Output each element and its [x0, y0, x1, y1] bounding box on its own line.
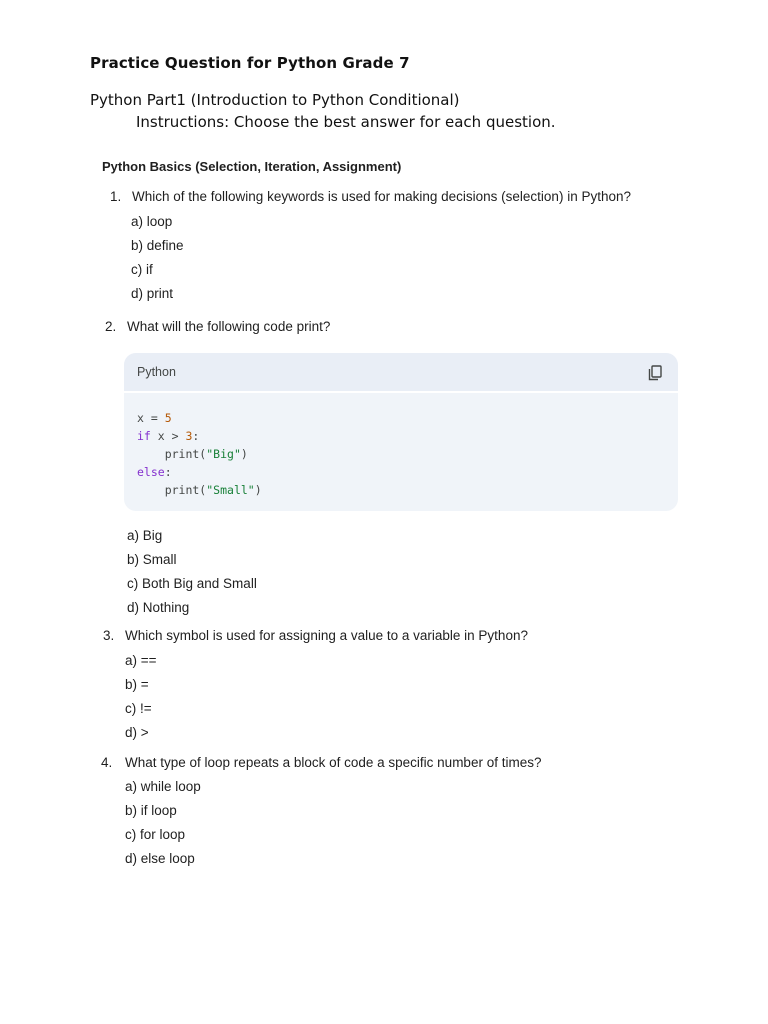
- instructions: Instructions: Choose the best answer for each question.: [136, 113, 556, 131]
- option-4a: a) while loop: [125, 779, 201, 794]
- code-line-4: else:: [137, 465, 172, 479]
- code-language-label: Python: [137, 365, 176, 379]
- option-2c: c) Both Big and Small: [127, 576, 257, 591]
- option-1a: a) loop: [131, 214, 173, 229]
- question-text: What will the following code print?: [127, 319, 331, 334]
- code-block: [124, 353, 678, 511]
- section-heading: Python Basics (Selection, Iteration, Assignment): [102, 159, 402, 174]
- option-1b: b) define: [131, 238, 184, 253]
- code-body: [137, 409, 262, 499]
- option-2a: a) Big: [127, 528, 163, 543]
- option-3c: c) !=: [125, 701, 152, 716]
- question-number: 1.: [110, 189, 122, 204]
- question-number: 4.: [101, 755, 113, 770]
- option-1d: d) print: [131, 286, 174, 301]
- option-4b: b) if loop: [125, 803, 177, 818]
- question-number: 2.: [105, 319, 117, 334]
- question-text: What type of loop repeats a block of code a specific number of times?: [125, 755, 542, 770]
- question-text: Which of the following keywords is used for making decisions (selection) in Python?: [132, 189, 631, 204]
- option-3d: d) >: [125, 725, 149, 740]
- page-title: Practice Question for Python Grade 7: [90, 54, 410, 72]
- option-2d: d) Nothing: [127, 600, 190, 615]
- option-4c: c) for loop: [125, 827, 186, 842]
- code-block-header: [124, 353, 678, 393]
- option-3b: b) =: [125, 677, 149, 692]
- question-text: Which symbol is used for assigning a value to a variable in Python?: [125, 628, 528, 643]
- code-line-1: x = 5: [137, 411, 172, 425]
- code-line-2: if x > 3:: [137, 429, 200, 443]
- code-line-5: print("Small"): [137, 483, 262, 497]
- option-2b: b) Small: [127, 552, 177, 567]
- option-4d: d) else loop: [125, 851, 195, 866]
- option-1c: c) if: [131, 262, 153, 277]
- question-number: 3.: [103, 628, 115, 643]
- code-line-3: print("Big"): [137, 447, 248, 461]
- option-3a: a) ==: [125, 653, 157, 668]
- copy-icon[interactable]: [648, 365, 662, 381]
- document-subtitle: Python Part1 (Introduction to Python Conditional): [90, 91, 460, 109]
